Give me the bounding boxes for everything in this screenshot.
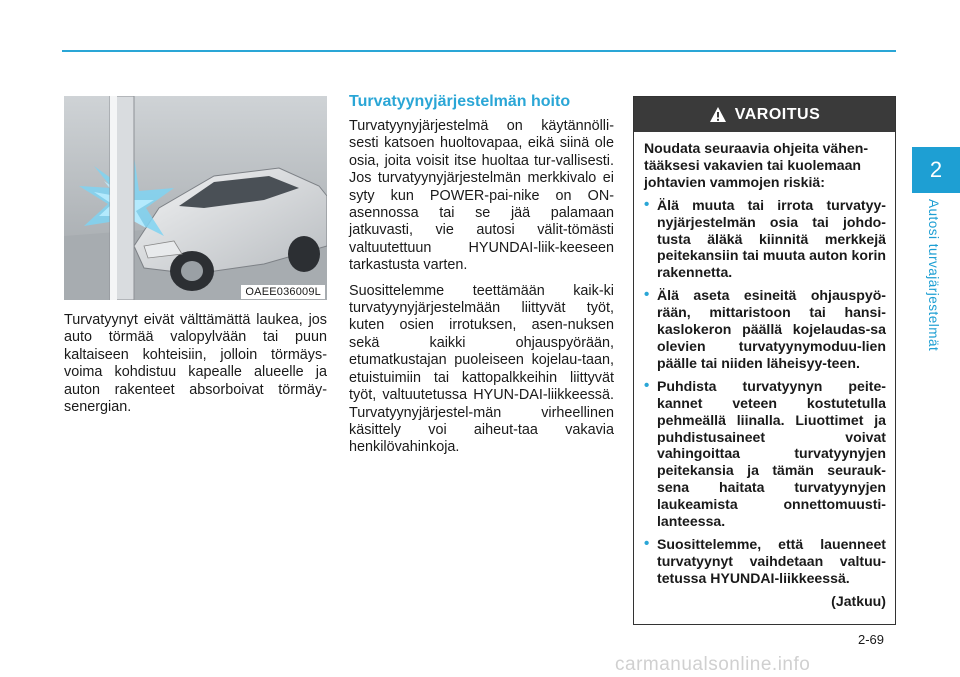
section-title: Turvatyynyjärjestelmän hoito: [349, 93, 571, 110]
chapter-label-container: [926, 199, 946, 379]
bullet-icon: •: [644, 195, 650, 213]
warning-title: VAROITUS: [734, 105, 821, 123]
warning-item: • Puhdista turvatyynyn peite-kannet veteen kostutetulla pehmeällä liinalla. Liuottimet ja puhdistusaineet voivat vahingoittaa turvatyynyjen peitekansia ja tämän seurauk-sena haitata turvatyynyjen laukeamista onnettomuusti-lanteessa.: [644, 376, 886, 530]
airbag-pole-note: Turvatyynyt eivät välttämättä laukea, jos auto törmää valopylvään tai puun kaltaiseen kohteisiin, jolloin törmäys-voima kohdistuu kapealle alueelle ja auton rakenteet absorboivat törmäy-senergian.: [64, 312, 327, 416]
warning-item: • Älä muuta tai irrota turvatyy-nyjärjestelmän osia tai johdo-tusta äläkä kiinnitä merkkejä peitekansiin tai muuta auton korin rakennetta.: [644, 195, 886, 281]
warning-triangle-icon: [709, 106, 727, 123]
collision-photo: [64, 96, 327, 300]
chapter-tab[interactable]: [912, 147, 960, 193]
warning-item: • Älä aseta esineitä ohjauspyö-rään, mittaristoon tai hansi-kaslokeron päällä kojelaudas-sa olevien turvatyynymoduu-lien päälle tai niiden läheisyy-teen.: [644, 286, 886, 371]
chapter-label: Autosi turvajärjestelmät: [926, 199, 941, 352]
page-number: 2-69: [858, 632, 885, 647]
maintenance-paragraph-1: Turvatyynyjärjestelmä on käytännölli-sesti katsoen huoltovapaa, eikä siinä ole osia, joita voisit itse huoltaa tur-vallisesti. Jos turvatyynyjärjestelmän merkkivalo ei syty kun POWER-pai-nike on ON-asennossa tai se jää palamaan jatkuvasti, vie autosi välit-tömästi valtuutettuun HYUNDAI-liik-keeseen tarkastusta varten.: [349, 118, 614, 274]
bullet-icon: •: [644, 376, 650, 394]
warning-intro: Noudata seuraavia ohjeita vähen-tääksesi vakavien tai kuolemaan johtavien vammojen riskiä:: [644, 140, 869, 190]
maintenance-text: [349, 118, 614, 465]
watermark-text: carmanualsonline.info: [615, 654, 811, 675]
chapter-number: 2: [929, 157, 943, 182]
maintenance-paragraph-2: Suosittelemme teettämään kaik-ki turvatyynyjärjestelmään liittyvät työt, kuten osien irrotuksen, asen-nuksen sekä kaikki ohjauspyörään, etumatkustajan puoleiseen kojelau-taan, etuistuimiin tai kattopalkkeihin liittyvät työt, valtuutetussa HYUN-DAI-liikkeessä. Turvatyynyjärjestel-män virheellinen käsittely voi aiheut-taa vakavia henkilövahinkoja.: [349, 282, 614, 456]
watermark: [615, 654, 960, 677]
figure-code: OAEE036009L: [241, 285, 325, 299]
warning-header: [634, 97, 895, 132]
continued-label: (Jatkuu): [831, 592, 886, 609]
car-hitting-pole-illustration: [64, 96, 327, 300]
warning-box: [633, 96, 896, 625]
top-rule: [62, 50, 896, 52]
bullet-icon: •: [644, 286, 650, 304]
warning-item: • Suosittelemme, että lauenneet turvatyynyt vaihdetaan valtuu-tetussa HYUNDAI-liikkeessä.: [644, 534, 886, 586]
warning-body: [634, 132, 895, 610]
bullet-icon: •: [644, 534, 650, 552]
warning-list: [644, 197, 886, 587]
